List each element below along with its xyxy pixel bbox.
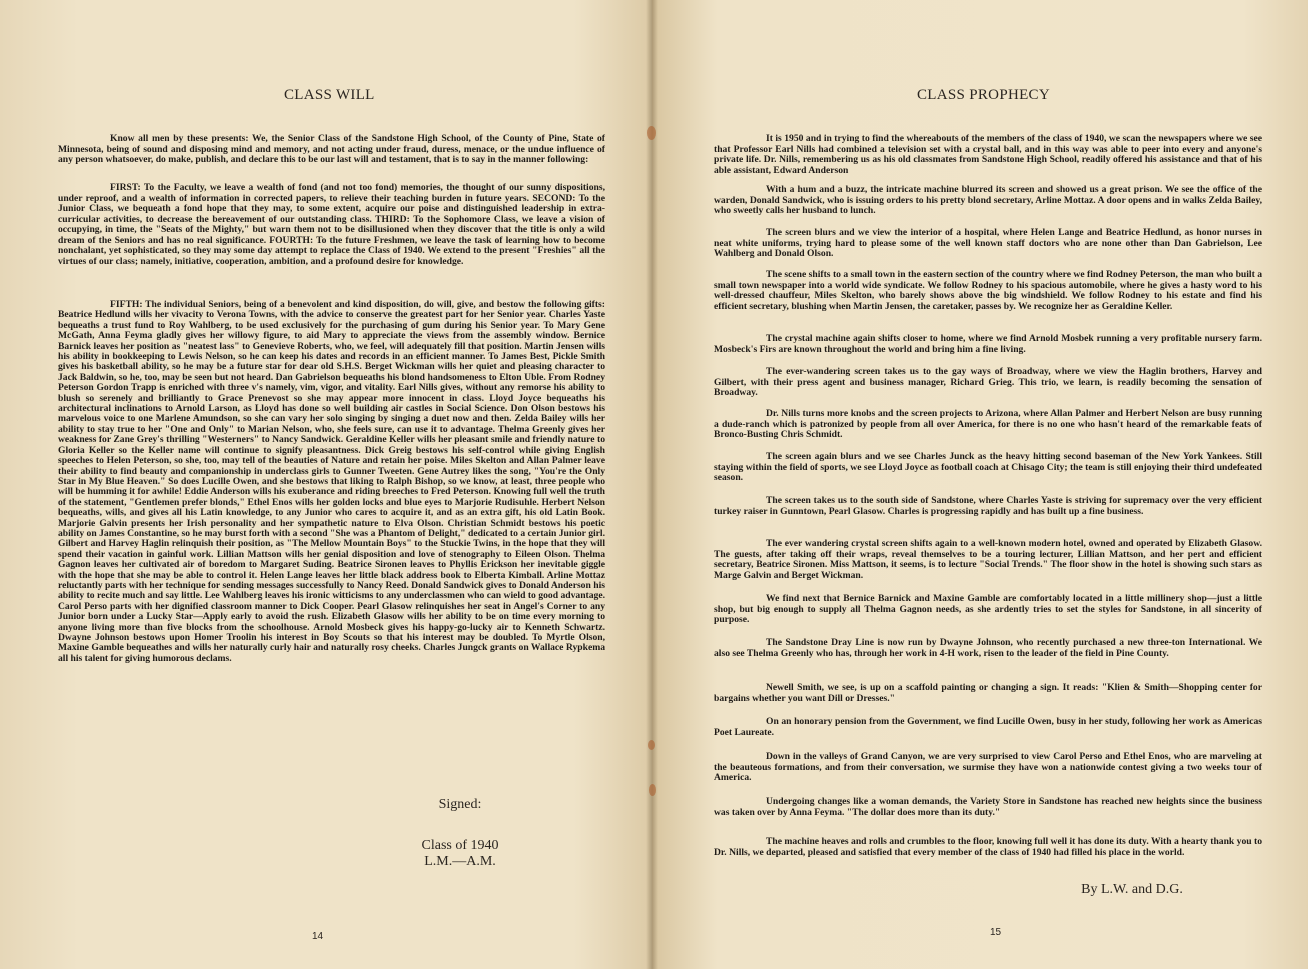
prophecy-paragraph-6: The ever-wandering screen takes us to the gay ways of Broadway, where we view the Haglin brothers, Harvey and Gilbert, with their press agent and business manager, Richard Grieg. This trio, we learn, is readily becoming the sensation of Broadway. (714, 366, 1262, 398)
prophecy-byline: By L.W. and D.G. (1081, 882, 1183, 897)
prophecy-paragraph-13: Newell Smith, we see, is up on a scaffold painting or changing a sign. It reads: "Klien & Smith—Shopping center for bargains whether you want Dill or Dresses." (714, 682, 1262, 704)
class-will-title: CLASS WILL (284, 87, 375, 103)
prophecy-paragraph-1: It is 1950 and in trying to find the whereabouts of the members of the class of 1940, we scan the newspapers where we see that Professor Earl Nills had combined a television set with a crystal ball, and in this way was able to peer into every and anyone's private life. Dr. Nills, remembering us as his old classmates from Sandstone High School, readily offered his assistance and that of his able assistant, Edward Anderson (714, 133, 1262, 176)
prophecy-paragraph-17: The machine heaves and rolls and crumbles to the floor, knowing full well it has done its duty. With a hearty thank you to Dr. Nills, we departed, pleased and satisfied that every member of the class of 1940 had filled his place in the world. (714, 836, 1262, 858)
prophecy-paragraph-5: The crystal machine again shifts closer to home, where we find Arnold Mosbek running a very profitable nursery farm. Mosbeck's Firs are known throughout the world and bring him a fine living. (714, 333, 1262, 355)
class-of-1940-signature: Class of 1940 (421, 838, 499, 853)
class-will-intro-paragraph: Know all men by these presents: We, the Senior Class of the Sandstone High School, of the County of Pine, State of Minnesota, being of sound and disposing mind and memory, and not acting under fraud, duress, menace, or the undue influence of any person whatsoever, do make, publish, and declare this to be our last will and testament, that is to say in the manner following: (58, 133, 605, 165)
prophecy-paragraph-15: Down in the valleys of Grand Canyon, we are very surprised to view Carol Perso and Ethel Enos, who are marveling at the beauteous formations, and from their conversation, we surmise they have won a nationwide contest giving a two weeks tour of America. (714, 751, 1262, 783)
class-prophecy-title: CLASS PROPHECY (917, 87, 1050, 103)
signed-label: Signed: (438, 797, 482, 812)
book-gutter (646, 0, 658, 969)
prophecy-paragraph-11: We find next that Bernice Barnick and Maxine Gamble are comfortably located in a little millinery shop—just a little shop, but big enough to supply all Thelma Gagnon needs, as she ardently tries to set the styles for Sandstone, in all sincerity of purpose. (714, 593, 1262, 625)
page-number-left: 14 (312, 931, 324, 942)
class-will-first-to-fourth-paragraph: FIRST: To the Faculty, we leave a wealth of fond (and not too fond) memories, the thought of our sunny dispositions, under reproof, and a wealth of information in corrected papers, to relieve their teaching burden in future years. SECOND: To the Junior Class, we bequeath a fond hope that they may, to some extent, acquire our poise and distinguished leadership in extra-curricular activities, to decrease the bereavement of our outstanding class. THIRD: To the Sophomore Class, we leave a vision of occupying, in time, the "Seats of the Mighty," but warn them not to be disillusioned when they discover that the title is only a wild dream of the Seniors and has no real significance. FOURTH: To the future Freshmen, we leave the task of learning how to become nonchalant, yet sophisticated, so they may some day attempt to replace the Class of 1940. We extend to the present "Freshies" all the virtues of our class; namely, initiative, cooperation, ambition, and a profound desire for knowledge. (58, 182, 605, 267)
will-author-initials: L.M.—A.M. (424, 854, 496, 869)
prophecy-paragraph-16: Undergoing changes like a woman demands, the Variety Store in Sandstone has reached new heights since the business was taken over by Anna Feyma. "The dollar does more than its duty." (714, 796, 1262, 818)
prophecy-paragraph-10: The ever wandering crystal screen shifts again to a well-known modern hotel, owned and operated by Elizabeth Glasow. The guests, after taking off their wraps, reveal themselves to be a touring lecturer, Lillian Mattson, and her pert and efficient secretary, Beatrice Sironen. Miss Mattson, it seems, is to lecture "Social Trends." The floor show in the hotel is showing such stars as Marge Galvin and Berget Wickman. (714, 538, 1262, 581)
prophecy-paragraph-2: With a hum and a buzz, the intricate machine blurred its screen and showed us a great prison. We see the office of the warden, Donald Sandwick, who is issuing orders to his pretty blond secretary, Arline Mottaz. A door opens and in walks Zelda Bailey, who sweetly calls her husband to lunch. (714, 184, 1262, 216)
left-page (0, 0, 652, 969)
prophecy-paragraph-4: The scene shifts to a small town in the eastern section of the country where we find Rodney Peterson, the man who built a small town newspaper into a world wide syndicate. We follow Rodney to his spacious automobile, where he gives a hasty word to his well-dressed chauffeur, Miles Skelton, who barely shows above the big windshield. We follow Rodney to his estate and find his efficient secretary, blushing when Martin Jensen, the caretaker, passes by. We recognize her as Geraldine Keller. (714, 269, 1262, 312)
prophecy-paragraph-12: The Sandstone Dray Line is now run by Dwayne Johnson, who recently purchased a new three-ton International. We also see Thelma Greenly who has, through her work in 4-H work, risen to the leader of the field in Pine County. (714, 637, 1262, 659)
prophecy-paragraph-3: The screen blurs and we view the interior of a hospital, where Helen Lange and Beatrice Hedlund, as honor nurses in neat white uniforms, trying hard to please some of the well known staff doctors who are none other than Dan Gabrielson, Lee Wahlberg and Donald Olson. (714, 227, 1262, 259)
prophecy-paragraph-9: The screen takes us to the south side of Sandstone, where Charles Yaste is striving for supremacy over the very efficient turkey raiser in Gunntown, Pearl Glasow. Charles is progressing rapidly and has built up a fine business. (714, 495, 1262, 517)
class-will-fifth-paragraph: FIFTH: The individual Seniors, being of a benevolent and kind disposition, do will, give, and bestow the following gifts: Beatrice Hedlund wills her vivacity to Verona Towns, with the advice to conserve the greatest part for her Senior year. Charles Yaste bequeaths a trust fund to Roy Wahlberg, to be used exclusively for the purchasing of gum during his Senior year. To Mary Gene McGath, Anna Feyma gladly gives her willowy figure, to aid Mary to appreciate the views from the assembly window. Bernice Barnick leaves her position as "neatest lass" to Genevieve Roberts, who, we feel, will adequately fill that position. Martin Jensen wills his ability in bookkeeping to Lewis Nelson, so he can keep his dates and records in an efficient manner. To James Best, Pickle Smith gives his basketball ability, so he may be a future star for dear old S.H.S. Berget Wickman wills her quiet and pleasing character to Jack Baldwin, so he, too, may be seen but not heard. Dan Gabrielson bequeaths his blond handsomeness to Elton Uble. From Rodney Peterson Gordon Trapp is enriched with three v's namely, vim, vigor, and vitality. Earl Nills gives, without any remorse his ability to blush so serenely and brilliantly to Grace Prenevost so she may appear more innocent in class. Lloyd Joyce bequeaths his architectural inclinations to Arnold Larson, as Lloyd has done so well building air castles in Social Science. Don Olson bestows his marvelous voice to one Marlene Amundson, so she can vary her solo singing by singing a duet now and then. Zelda Bailey wills her ability to stay true to her "One and Only" to Marian Nelson, who, she feels sure, can use it to advantage. Thelma Greenly gives her weakness for Zane Grey's thrilling "Westerners" to Nancy Sandwick. Geraldine Keller wills her pleasant smile and friendly nature to Gloria Keller so the Keller name will continue to signify pleasantness. Dick Greig bestows his self-control while giving English speeches to Helen Peterson, so she, too, may tell of the beauties of Nature and retain her poise. Miles Skelton and Allan Palmer leave their ability to find beauty and companionship in underclass girls to Gunner Tweeten. Gene Autrey likes the song, "You're the Only Star in My Blue Heaven." So does Lucille Owen, and she bestows that liking to Ralph Bishop, so we know, at least, three people who will be humming it for awhile! Eddie Anderson wills his exuberance and riding breeches to Fred Peterson. Knowing full well the truth of the statement, "Gentlemen prefer blonds," Ethel Enos wills her golden locks and blue eyes to Marjorie Rudisuhle. Herbert Nelson bequeaths, wills, and gives all his Latin knowledge, to any Junior who cares to acquire it, and as an extra gift, his old Latin Book. Marjorie Galvin presents her Irish personality and her sympathetic nature to Elva Olson. Christian Schmidt bestows his poetic ability on James Constantine, so he may burst forth with a second "She was a Phantom of Delight," dedicated to a certain Junior girl. Gilbert and Harvey Haglin relinquish their position, as "The Mellow Mountain Boys" to the Stuckie Twins, in the hope that they will spend their vacation in gainful work. Lillian Mattson wills her genial disposition and love of stenography to Eileen Olson. Thelma Gagnon leaves her cultivated air of boredom to Margaret Suding. Beatrice Sironen leaves to Phyllis Erickson her inevitable giggle with the hope that she may be able to control it. Helen Lange leaves her little black address book to Elberta Kimball. Arline Mottaz reluctantly parts with her technique for sending messages successfully to Nancy Reed. Donald Sandwick gives to Donald Anderson his ability to recite much and say little. Lee Wahlberg leaves his ironic witticisms to any underclassmen who can wield to good advantage. Carol Perso parts with her dignified classroom manner to Dick Cooper. Pearl Glasow relinquishes her seat in Angel's Corner to any Junior born under a Lucky Star—Apply early to avoid the rush. Elizabeth Glasow wills her ability to be on time every morning to anyone living more than five blocks from the schoolhouse. Arnold Mosbeck gives his happy-go-lucky air to Kenneth Schwartz. Dwayne Johnson bestows upon Homer Troolin his interest in Boy Scouts so that his interest may be doubled. To Myrtle Olson, Maxine Gamble bequeathes and wills her naturally curly hair and naturally rosy cheeks. Charles Jungck grants on Wallace Rypkema all his talent for giving humorous declams. (58, 299, 605, 664)
paper-stain (647, 126, 656, 140)
page-number-right: 15 (990, 927, 1002, 938)
paper-stain (648, 740, 655, 750)
paper-stain (649, 784, 656, 796)
right-page (652, 0, 1308, 969)
prophecy-paragraph-8: The screen again blurs and we see Charles Junck as the heavy hitting second baseman of the New York Yankees. Still staying within the field of sports, we see Lloyd Joyce as football coach at Chisago City; the team is still enjoying their third undefeated season. (714, 451, 1262, 483)
prophecy-paragraph-14: On an honorary pension from the Government, we find Lucille Owen, busy in her study, following her work as Americas Poet Laureate. (714, 716, 1262, 738)
prophecy-paragraph-7: Dr. Nills turns more knobs and the screen projects to Arizona, where Allan Palmer and Herbert Nelson are busy running a dude-ranch which is patronized by people from all over America, for there is no one who hasn't heard of the remarkable feats of Bronco-Busting Chris Schmidt. (714, 408, 1262, 440)
